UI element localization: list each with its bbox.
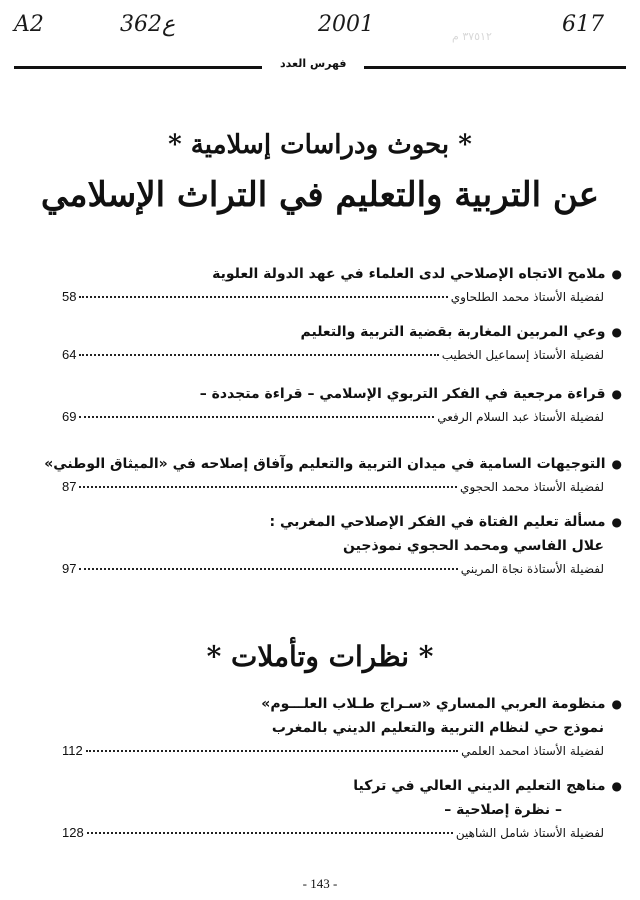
entry-title-continued: – نظرة إصلاحية – xyxy=(444,802,562,818)
entry-page-number: 97 xyxy=(62,561,77,576)
leader-dots xyxy=(79,296,447,298)
entry-title: ● مسألة تعليم الفتاة في الفكر الإصلاحي المغربي : xyxy=(62,510,622,534)
section-title-reflections: * نظرات وتأملات * xyxy=(206,640,434,673)
header-label: فهرس العدد xyxy=(262,57,364,70)
entry-author: لفضيلة الأستاذ شامل الشاهين xyxy=(455,826,604,840)
entry-author-row xyxy=(62,476,622,498)
toc-entry[interactable] xyxy=(62,262,622,308)
entry-title: ● مناهج التعليم الديني العالي في تركيا xyxy=(62,774,622,798)
entry-author: لفضيلة الأستاذ امحمد العلمي xyxy=(461,744,604,758)
entry-page-number: 58 xyxy=(62,289,77,304)
entry-author: لفضيلة الأستاذ عبد السلام الرفعي xyxy=(437,410,604,424)
entry-title-continued: نموذج حي لنظام التربية والتعليم الديني بالمغرب xyxy=(271,720,604,736)
entry-author-row xyxy=(62,344,622,366)
page-number: - 143 - xyxy=(302,876,338,891)
entry-page-number: 87 xyxy=(62,479,77,494)
entry-title: ● التوجيهات السامية في ميدان التربية والتعليم وآفاق إصلاحه في «الميثاق الوطني» xyxy=(62,452,622,476)
handwritten-year: 2001 xyxy=(318,12,374,37)
faded-stamp: ٣٧٥١٢ م xyxy=(452,30,492,43)
leader-dots xyxy=(79,416,434,418)
section-subtitle-research: عن التربية والتعليم في التراث الإسلامي xyxy=(40,175,600,215)
entry-author: لفضيلة الأستاذ إسماعيل الخطيب xyxy=(441,348,604,362)
toc-entry[interactable] xyxy=(62,774,622,844)
toc-entry[interactable] xyxy=(44,452,622,498)
entry-author-row xyxy=(62,740,622,762)
leader-dots xyxy=(87,832,453,834)
entry-title: ● قراءة مرجعية في الفكر التربوي الإسلامي – قراءة متجددة – xyxy=(62,382,622,406)
entry-page-number: 69 xyxy=(62,409,77,424)
entry-author-row xyxy=(62,286,622,308)
entry-author-row xyxy=(62,822,622,844)
entry-author: لفضيلة الأستاذ محمد الطلحاوي xyxy=(450,290,604,304)
entry-title: ● منظومة العربي المساري «سـراج طـلاب العلـــوم» xyxy=(62,692,622,716)
leader-dots xyxy=(79,486,457,488)
toc-entry[interactable] xyxy=(62,692,622,762)
entry-author-row xyxy=(62,558,622,580)
leader-dots xyxy=(79,354,438,356)
leader-dots xyxy=(79,568,457,570)
entry-title: ● وعي المربين المغاربة بقضية التربية والتعليم xyxy=(62,320,622,344)
entry-title: ● ملامح الاتجاه الإصلاحي لدى العلماء في عهد الدولة العلوية xyxy=(62,262,622,286)
entry-title-continued: علال الفاسي ومحمد الحجوي نموذجين xyxy=(343,538,604,554)
entry-author-row xyxy=(62,406,622,428)
toc-entry[interactable] xyxy=(62,510,622,580)
section-title-research: * بحوث ودراسات إسلامية * xyxy=(168,130,472,160)
entry-page-number: 112 xyxy=(62,743,83,758)
handwritten-number: 362ع xyxy=(120,12,176,37)
leader-dots xyxy=(86,750,458,752)
entry-page-number: 64 xyxy=(62,347,77,362)
entry-author: لفضيلة الأستاذة نجاة المريني xyxy=(460,562,604,576)
handwritten-page-ref: 617 xyxy=(562,12,604,37)
toc-entry[interactable] xyxy=(62,320,622,366)
handwritten-code: A2 xyxy=(14,12,44,37)
toc-entry[interactable] xyxy=(62,382,622,428)
entry-author: لفضيلة الأستاذ محمد الحجوي xyxy=(460,480,604,494)
entry-page-number: 128 xyxy=(62,825,84,840)
